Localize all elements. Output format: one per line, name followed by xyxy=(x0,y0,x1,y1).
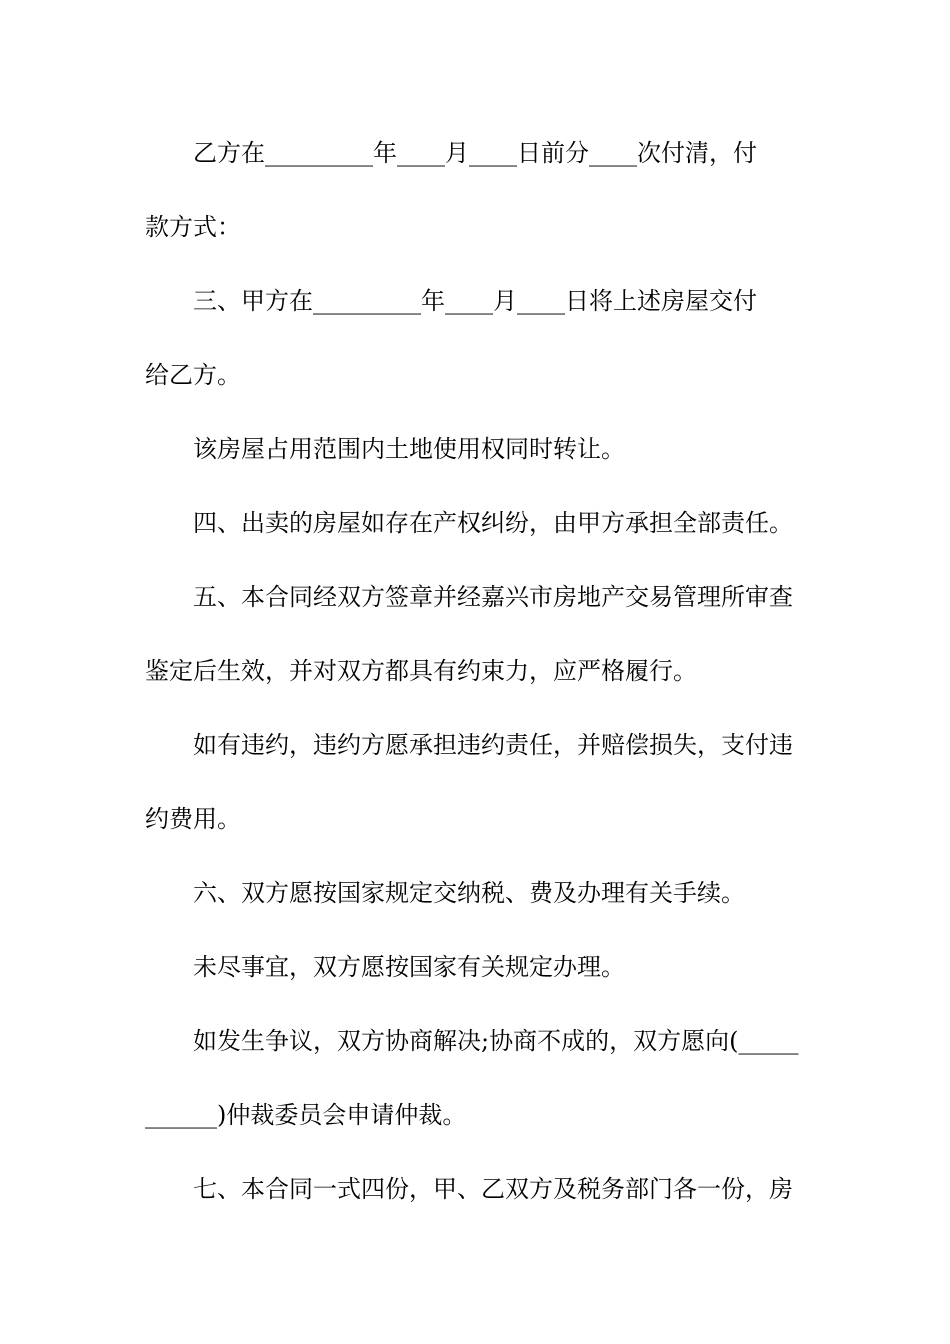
text-line-clause-4: 四、出卖的房屋如存在产权纠纷，由甲方承担全部责任。 xyxy=(193,509,793,537)
text-line-clause-3: 三、甲方在_________年____月____日将上述房屋交付 xyxy=(193,287,757,315)
text-line-clause-6: 六、双方愿按国家规定交纳税、费及办理有关手续。 xyxy=(193,879,745,907)
text-line-land-use-right: 该房屋占用范围内土地使用权同时转让。 xyxy=(193,435,625,463)
text-line-clause-3-cont: 给乙方。 xyxy=(145,361,241,389)
text-line-payment-schedule: 乙方在_________年____月____日前分____次付清，付 xyxy=(193,139,757,167)
text-line-arbitration: ______)仲裁委员会申请仲裁。 xyxy=(145,1101,467,1129)
text-line-breach: 如有违约，违约方愿承担违约责任，并赔偿损失，支付违 xyxy=(193,731,793,759)
text-line-other-matters: 未尽事宜，双方愿按国家有关规定办理。 xyxy=(193,953,625,981)
text-line-breach-cont: 约费用。 xyxy=(145,805,241,833)
text-line-clause-5-cont: 鉴定后生效，并对双方都具有约束力，应严格履行。 xyxy=(145,657,697,685)
text-line-dispute: 如发生争议，双方协商解决;协商不成的，双方愿向(_____ xyxy=(193,1027,799,1055)
text-line-clause-7: 七、本合同一式四份，甲、乙双方及税务部门各一份，房 xyxy=(193,1175,793,1203)
text-line-payment-method: 款方式： xyxy=(145,213,241,241)
text-line-clause-5: 五、本合同经双方签章并经嘉兴市房地产交易管理所审查 xyxy=(193,583,793,611)
